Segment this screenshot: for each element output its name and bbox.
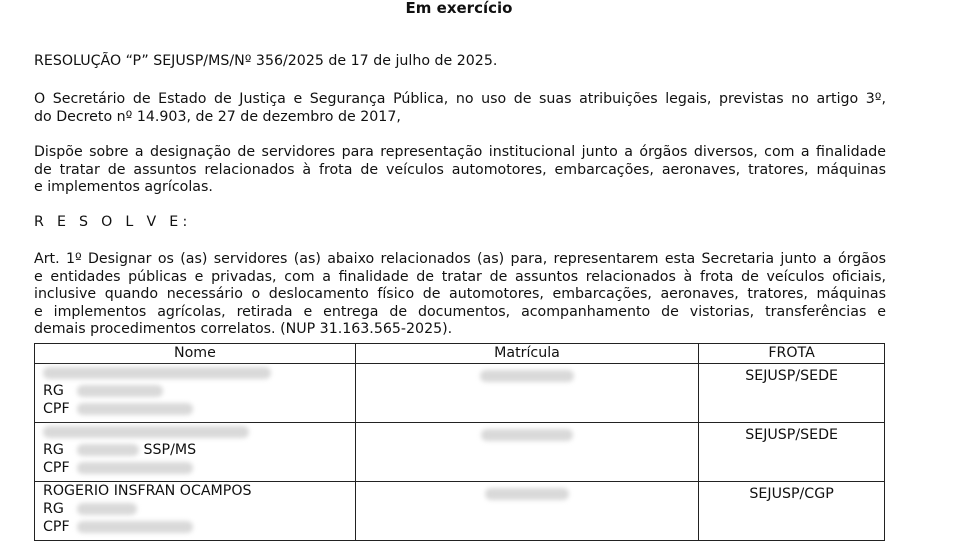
- cell-matricula: [355, 423, 698, 482]
- article-line-2: e entidades públicas e privadas, com a finalidade de tratar de assuntos relacionados à frota de veículos oficiais,: [34, 268, 886, 285]
- article-paragraph: [34, 251, 886, 339]
- subject-line-2: de tratar de assuntos relacionados à frota de veículos automotores, embarcações, aeronaves, tratores, máquinas: [34, 161, 886, 178]
- cpf-line: [43, 400, 347, 418]
- table-row: [35, 364, 885, 423]
- section-title: Em exercício: [405, 0, 513, 17]
- cell-nome: [35, 423, 356, 482]
- header-matricula: Matrícula: [355, 344, 698, 364]
- article-line-5: demais procedimentos correlatos. (NUP 31.163.565-2025).: [34, 321, 453, 337]
- rg-line: [43, 382, 347, 400]
- cell-matricula: [355, 364, 698, 423]
- redacted-cpf-blur: [77, 462, 193, 474]
- redacted-cpf-blur: [77, 521, 193, 533]
- cell-frota: SEJUSP/CGP: [699, 482, 885, 541]
- redacted-name-blur: [43, 367, 271, 379]
- article-line-3: inclusive quando necessário o deslocamento físico de automotores, embarcações, aeronaves, tratores, máquinas: [34, 286, 886, 302]
- cell-nome: [35, 482, 356, 541]
- cell-nome: [35, 364, 356, 423]
- rg-label: RG: [43, 501, 64, 517]
- resolve-label: R E S O L V E:: [34, 214, 192, 230]
- redacted-matricula-blur: [481, 429, 573, 441]
- nome-redacted: [43, 364, 347, 382]
- subject-line-1: Dispõe sobre a designação de servidores para representação institucional junto a órgãos diversos, com a finalidade: [34, 144, 886, 160]
- cell-frota: SEJUSP/SEDE: [699, 364, 885, 423]
- article-line-4: e implementos agrícolas, retirada e entrega de documentos, acompanhamento de vistorias, transferências e: [34, 303, 886, 320]
- rg-label: RG: [43, 442, 64, 458]
- redacted-matricula-blur: [480, 370, 574, 382]
- resolution-heading-text: RESOLUÇÃO “P” SEJUSP/MS/Nº 356/2025 de 17 de julho de 2025.: [34, 53, 498, 69]
- rg-line: [43, 441, 347, 459]
- cpf-label: CPF: [43, 519, 70, 535]
- rg-issuer: SSP/MS: [143, 442, 197, 458]
- servers-table: [34, 343, 885, 541]
- subject-line-3: e implementos agrícolas.: [34, 179, 213, 195]
- preamble-line-1: O Secretário de Estado de Justiça e Segurança Pública, no uso de suas atribuições legais, previstas no artigo 3º,: [34, 91, 886, 107]
- redacted-rg-blur: [77, 444, 139, 456]
- cpf-line: [43, 518, 347, 536]
- subject-paragraph: [34, 144, 886, 197]
- resolution-heading: [34, 53, 886, 71]
- nome-text: ROGERIO INSFRAN OCAMPOS: [43, 483, 252, 499]
- rg-label: RG: [43, 383, 64, 399]
- header-nome: Nome: [35, 344, 356, 364]
- redacted-cpf-blur: [77, 403, 193, 415]
- header-frota: FROTA: [699, 344, 885, 364]
- resolve-heading: [34, 214, 886, 232]
- nome-redacted: [43, 423, 347, 441]
- cpf-line: [43, 459, 347, 477]
- redacted-rg-blur: [77, 503, 137, 515]
- preamble-line-2: do Decreto nº 14.903, de 27 de dezembro de 2017,: [34, 108, 401, 125]
- cell-frota: SEJUSP/SEDE: [699, 423, 885, 482]
- preamble-paragraph: [34, 91, 886, 126]
- rg-line: [43, 500, 347, 518]
- article-line-1: Art. 1º Designar os (as) servidores (as) abaixo relacionados (as) para, representarem esta Secretaria junto a órgãos: [34, 251, 886, 267]
- table-row: [35, 482, 885, 541]
- cell-matricula: [355, 482, 698, 541]
- table-header-row: [35, 344, 885, 364]
- cpf-label: CPF: [43, 401, 70, 417]
- table-row: [35, 423, 885, 482]
- redacted-rg-blur: [77, 385, 163, 397]
- cpf-label: CPF: [43, 460, 70, 476]
- redacted-name-blur: [43, 426, 249, 438]
- redacted-matricula-blur: [485, 488, 569, 500]
